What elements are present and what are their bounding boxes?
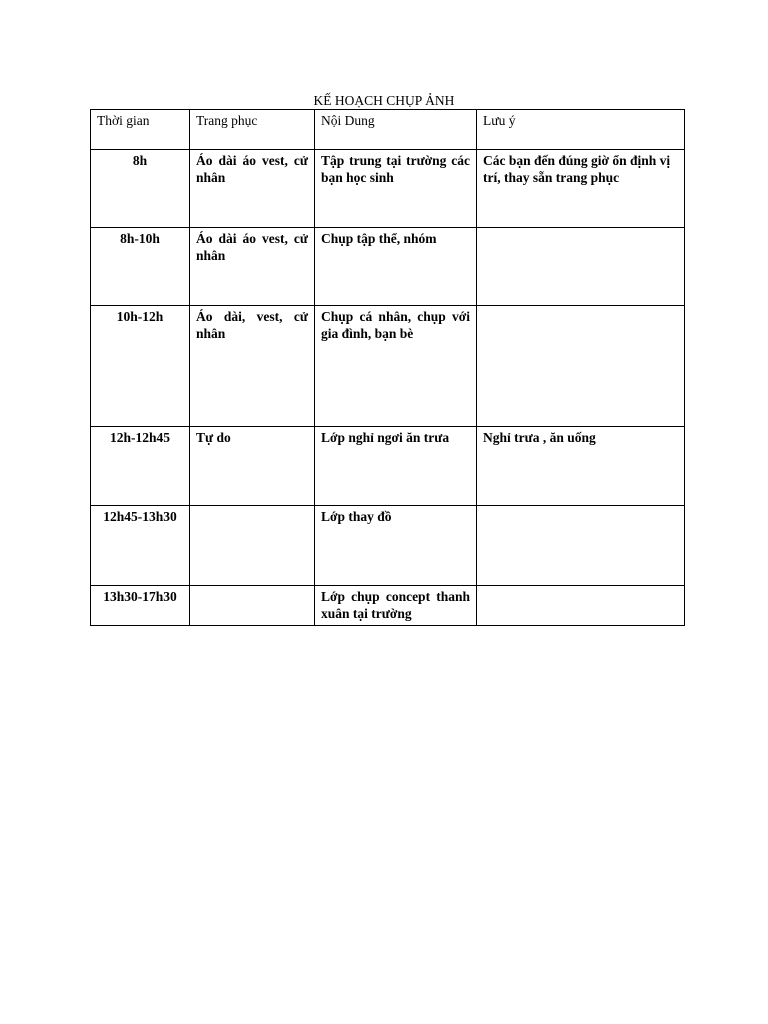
cell-content: Chụp cá nhân, chụp với gia đình, bạn bè [315, 306, 477, 427]
table-row [91, 506, 685, 586]
table-row [91, 427, 685, 506]
cell-note [477, 506, 685, 586]
cell-outfit: Tự do [190, 427, 315, 506]
schedule-table [90, 109, 685, 626]
table-row [91, 150, 685, 228]
cell-note [477, 586, 685, 626]
cell-content: Tập trung tại trường các bạn học sinh [315, 150, 477, 228]
table-header-row [91, 110, 685, 150]
cell-outfit: Áo dài áo vest, cử nhân [190, 228, 315, 306]
table-row [91, 586, 685, 626]
cell-outfit: Áo dài, vest, cử nhân [190, 306, 315, 427]
cell-content: Lớp chụp concept thanh xuân tại trường [315, 586, 477, 626]
cell-time: 8h [91, 150, 190, 228]
cell-time: 13h30-17h30 [91, 586, 190, 626]
cell-note [477, 306, 685, 427]
table-row [91, 228, 685, 306]
cell-content: Chụp tập thể, nhóm [315, 228, 477, 306]
cell-outfit: Áo dài áo vest, cử nhân [190, 150, 315, 228]
cell-content: Lớp thay đồ [315, 506, 477, 586]
cell-content: Lớp nghỉ ngơi ăn trưa [315, 427, 477, 506]
header-content: Nội Dung [315, 110, 477, 150]
cell-time: 12h-12h45 [91, 427, 190, 506]
cell-note: Các bạn đến đúng giờ ổn định vị trí, thay sẵn trang phục [477, 150, 685, 228]
cell-time: 10h-12h [91, 306, 190, 427]
header-outfit: Trang phục [190, 110, 315, 150]
cell-note [477, 228, 685, 306]
cell-note: Nghỉ trưa , ăn uống [477, 427, 685, 506]
document-title: KẾ HOẠCH CHỤP ẢNH [313, 93, 455, 108]
table-row [91, 306, 685, 427]
header-note: Lưu ý [477, 110, 685, 150]
cell-outfit [190, 586, 315, 626]
cell-time: 8h-10h [91, 228, 190, 306]
cell-outfit [190, 506, 315, 586]
cell-time: 12h45-13h30 [91, 506, 190, 586]
header-time: Thời gian [91, 110, 190, 150]
